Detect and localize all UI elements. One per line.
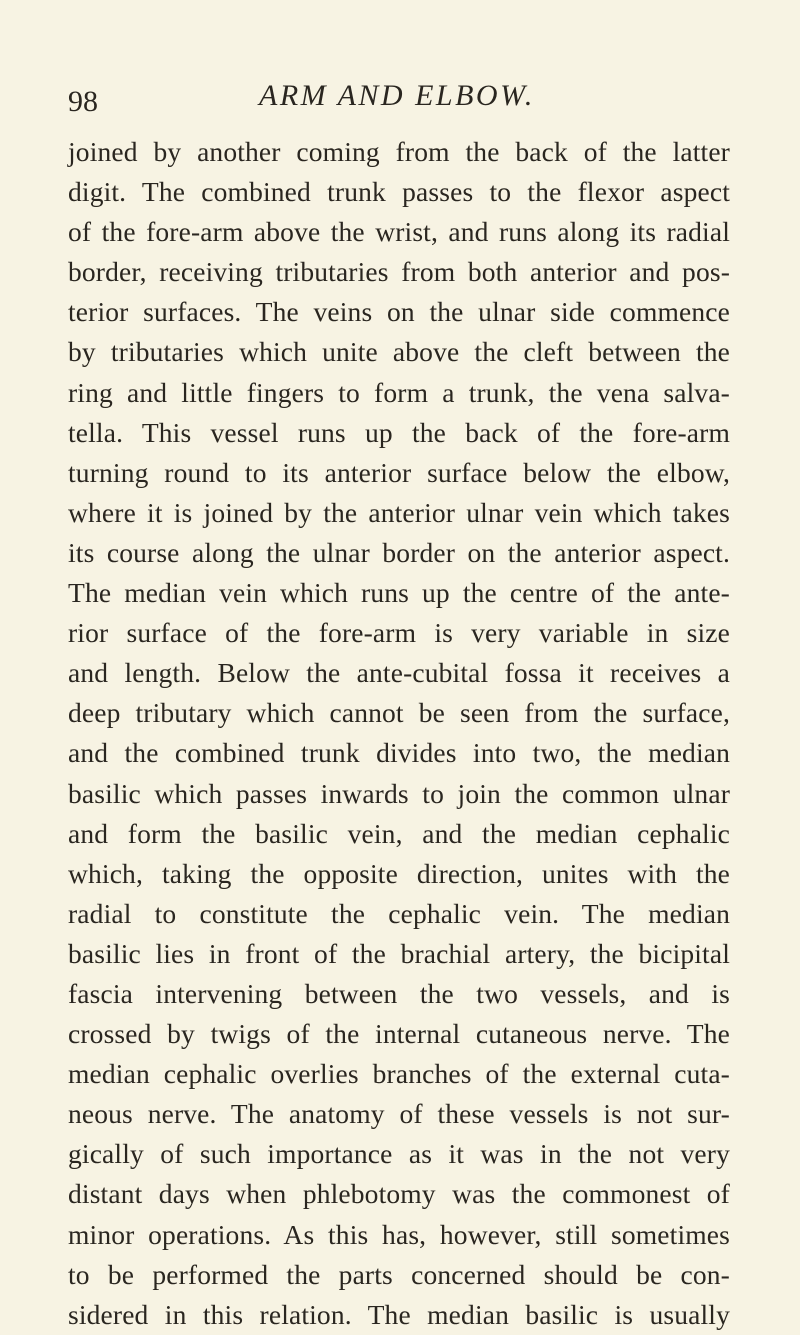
text-line: and length. Below the ante-cubital fossa it receives a bbox=[68, 657, 730, 689]
text-line: neous nerve. The anatomy of these vessels is not sur- bbox=[68, 1098, 730, 1130]
text-line: where it is joined by the anterior ulnar vein which takes bbox=[68, 496, 730, 528]
text-line: deep tributary which cannot be seen from the surface, bbox=[68, 697, 730, 729]
body-paragraph bbox=[68, 132, 730, 1335]
text-line: and form the basilic vein, and the median cephalic bbox=[68, 817, 730, 849]
text-line: minor operations. As this has, however, still sometimes bbox=[68, 1218, 730, 1250]
text-line: its course along the ulnar border on the anterior aspect. bbox=[68, 536, 730, 568]
text-line: basilic which passes inwards to join the common ulnar bbox=[68, 777, 730, 809]
text-line: tella. This vessel runs up the back of the fore-arm bbox=[68, 416, 730, 448]
page-number: 98 bbox=[68, 85, 98, 118]
text-line: radial to constitute the cephalic vein. The median bbox=[68, 897, 730, 929]
text-line: and the combined trunk divides into two, the median bbox=[68, 737, 730, 769]
text-line: sidered in this relation. The median basilic is usually bbox=[68, 1298, 730, 1330]
text-line: The median vein which runs up the centre of the ante- bbox=[68, 577, 730, 609]
text-line: which, taking the opposite direction, unites with the bbox=[68, 857, 730, 889]
text-line: basilic lies in front of the brachial artery, the bicipital bbox=[68, 937, 730, 969]
running-title: ARM AND ELBOW. bbox=[259, 79, 535, 112]
text-line: to be performed the parts concerned should be con- bbox=[68, 1258, 730, 1290]
text-line: rior surface of the fore-arm is very variable in size bbox=[68, 617, 730, 649]
text-line: ring and little fingers to form a trunk, the vena salva- bbox=[68, 376, 730, 408]
text-line: crossed by twigs of the internal cutaneous nerve. The bbox=[68, 1018, 730, 1050]
text-line: of the fore-arm above the wrist, and runs along its radial bbox=[68, 216, 730, 248]
text-line: by tributaries which unite above the cleft between the bbox=[68, 336, 730, 368]
text-line: fascia intervening between the two vessels, and is bbox=[68, 977, 730, 1009]
text-line: joined by another coming from the back of the latter bbox=[68, 136, 730, 167]
text-line: border, receiving tributaries from both anterior and pos- bbox=[68, 256, 730, 288]
text-line: median cephalic overlies branches of the external cuta- bbox=[68, 1058, 730, 1090]
text-line: digit. The combined trunk passes to the flexor aspect bbox=[68, 176, 730, 208]
text-line: gically of such importance as it was in the not very bbox=[68, 1138, 730, 1170]
text-line: turning round to its anterior surface below the elbow, bbox=[68, 456, 730, 488]
text-line: terior surfaces. The veins on the ulnar side commence bbox=[68, 296, 730, 328]
text-line: distant days when phlebotomy was the commonest of bbox=[68, 1178, 730, 1210]
running-head bbox=[68, 78, 730, 122]
